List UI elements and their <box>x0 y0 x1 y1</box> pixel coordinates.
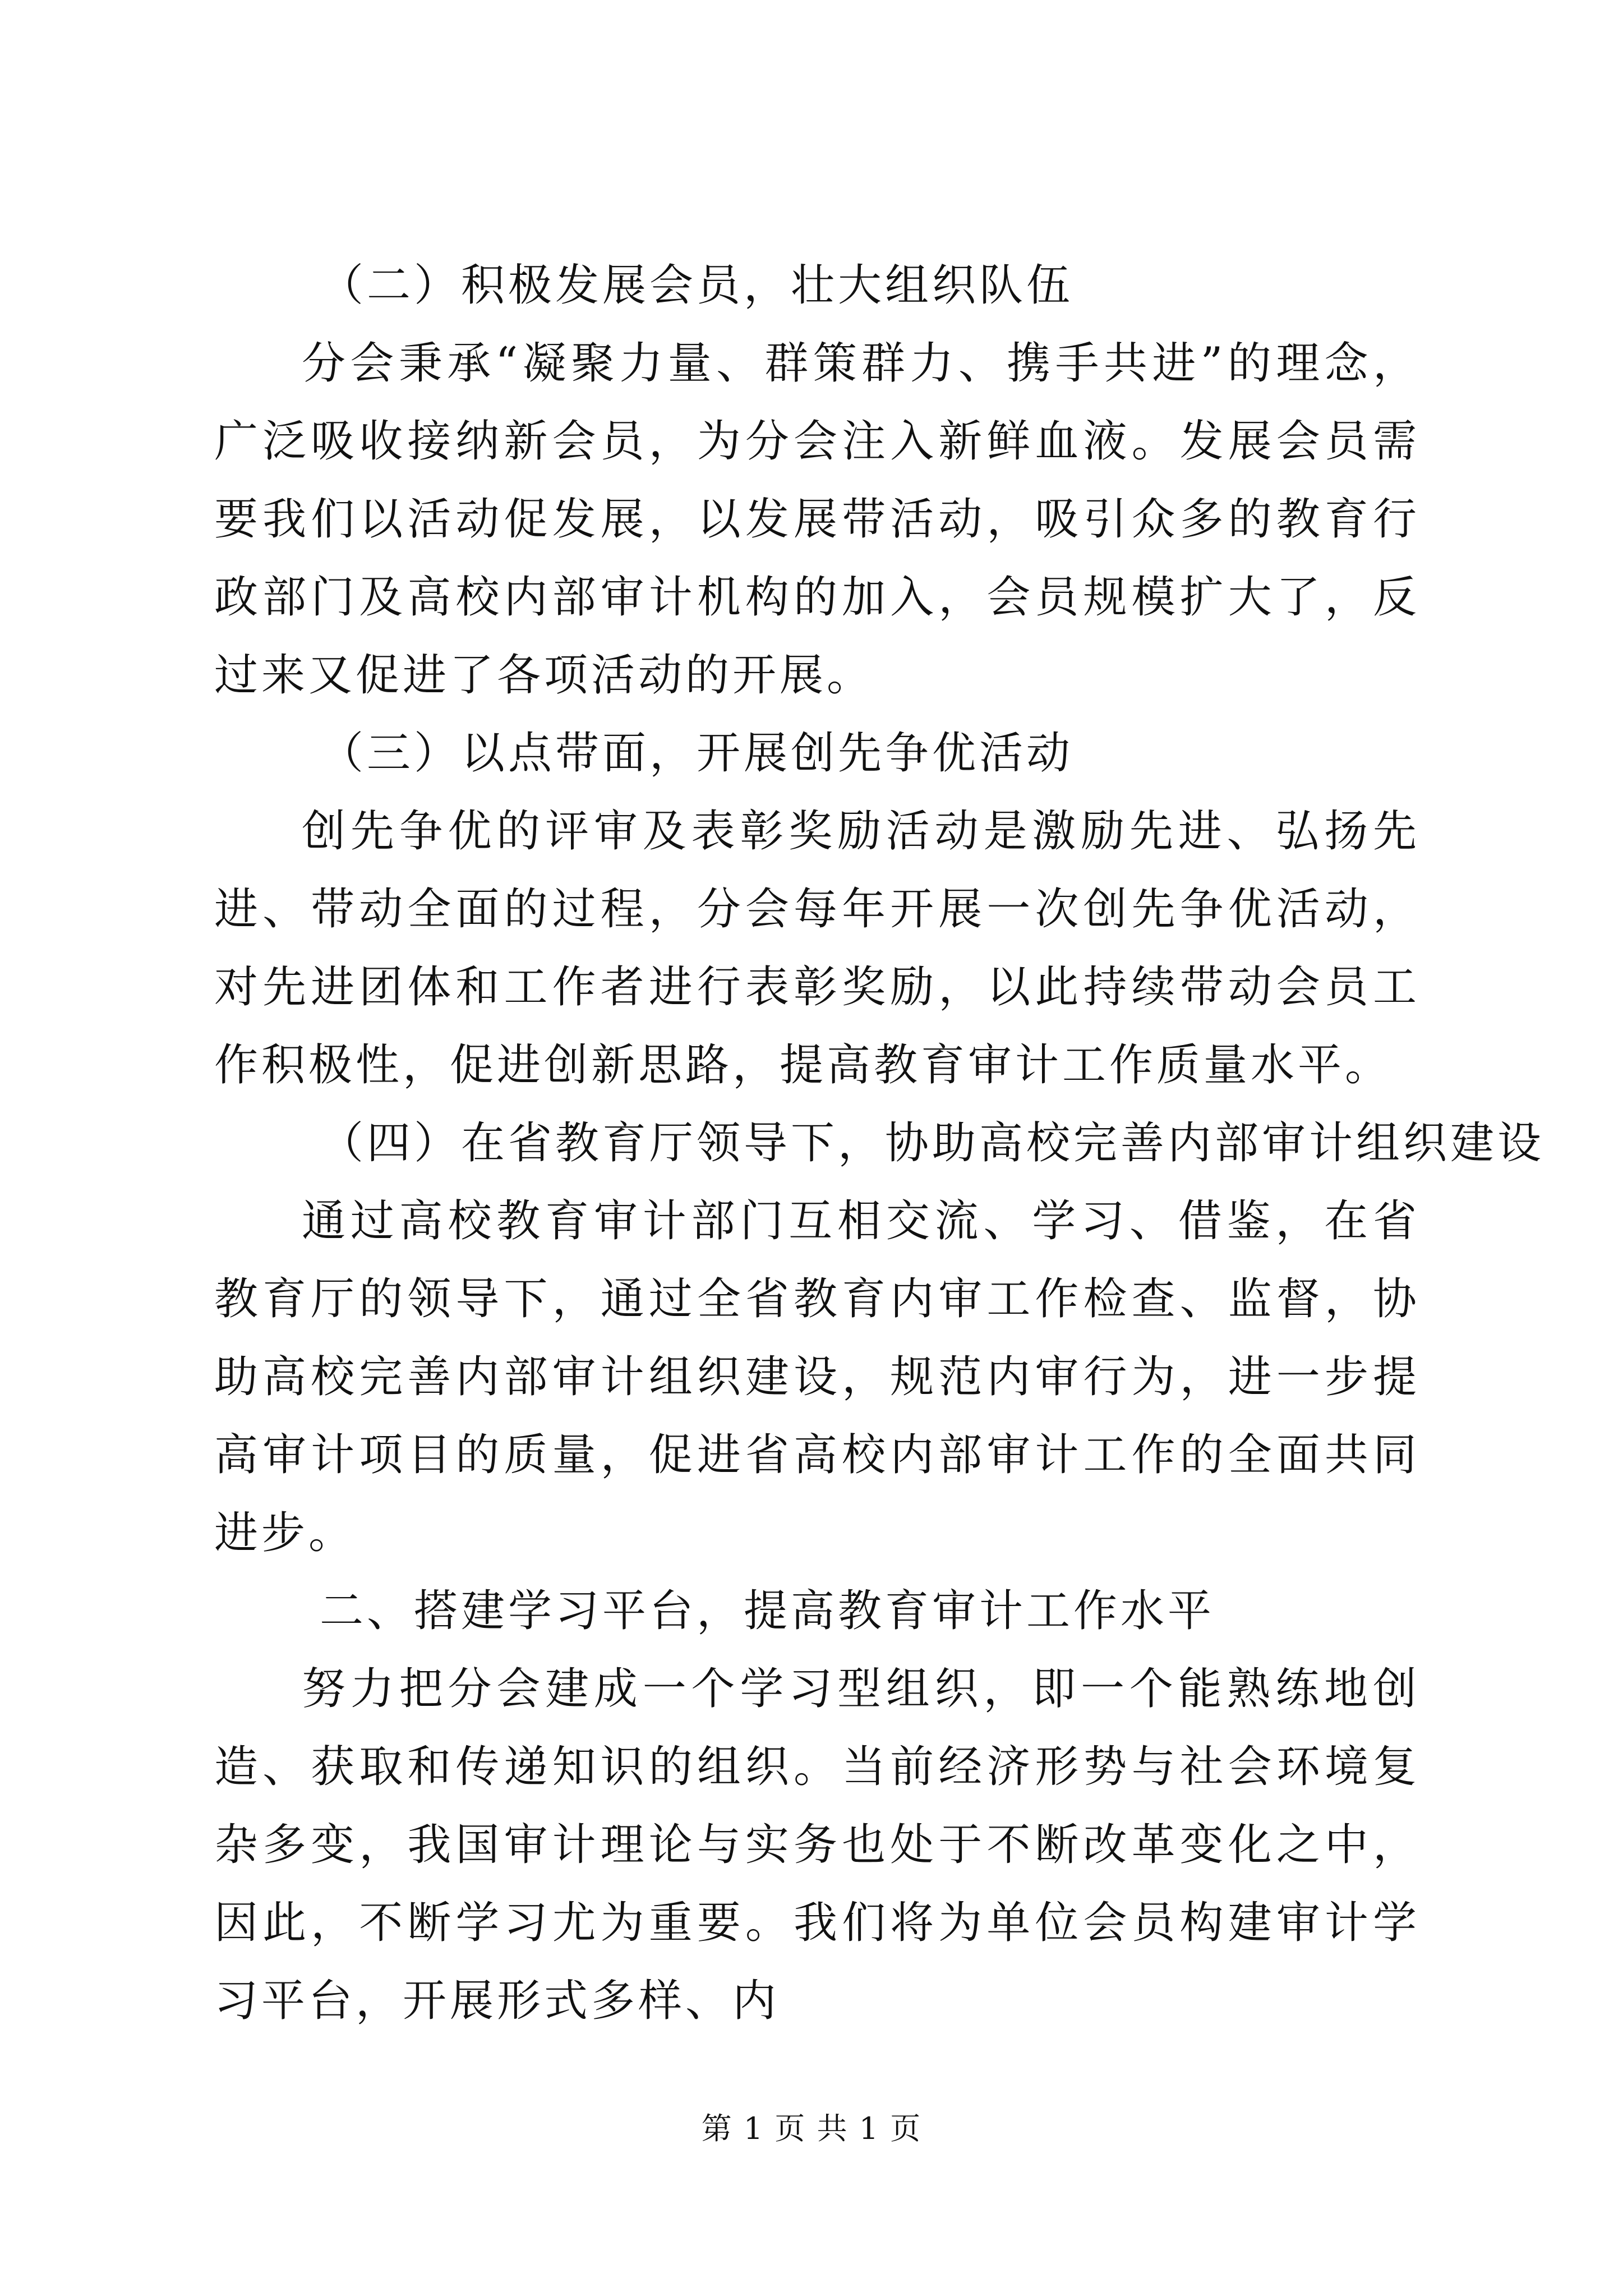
paragraph-learning-organization: 努力把分会建成一个学习型组织，即一个能熟练地创造、获取和传递知识的组织。当前经济形势与社会环境复杂多变，我国审计理论与实务也处于不断改革变化之中，因此，不断学习尤为重要。我们将为单位会员构建审计学习平台，开展形式多样、内 <box>214 1664 1420 2026</box>
section-heading-2: （二）积极发展会员，壮大组织队伍 <box>320 260 1074 311</box>
section-heading-learning-platform: 二、搭建学习平台，提高教育审计工作水平 <box>320 1586 1215 1636</box>
section-heading-4: （四）在省教育厅领导下，协助高校完善内部审计组织建设 <box>320 1118 1545 1168</box>
page-number-footer: 第 1 页 共 1 页 <box>701 2111 922 2146</box>
paragraph-audit-organization: 通过高校教育审计部门互相交流、学习、借鉴，在省教育厅的领导下，通过全省教育内审工作检查、监督，协助高校完善内部审计组织建设，规范内审行为，进一步提高审计项目的质量，促进省高校内部审计工作的全面共同进步。 <box>214 1196 1420 1558</box>
document-body <box>214 247 1545 2040</box>
section-heading-3: （三）以点带面，开展创先争优活动 <box>320 728 1074 779</box>
paragraph-member-development: 分会秉承“凝聚力量、群策群力、携手共进”的理念，广泛吸收接纳新会员，为分会注入新鲜血液。发展会员需要我们以活动促发展，以发展带活动，吸引众多的教育行政部门及高校内部审计机构的加入，会员规模扩大了，反过来又促进了各项活动的开展。 <box>214 338 1420 701</box>
paragraph-excellence-activity: 创先争优的评审及表彰奖励活动是激励先进、弘扬先进、带动全面的过程，分会每年开展一次创先争优活动，对先进团体和工作者进行表彰奖励，以此持续带动会员工作积极性，促进创新思路，提高教育审计工作质量水平。 <box>214 806 1420 1091</box>
